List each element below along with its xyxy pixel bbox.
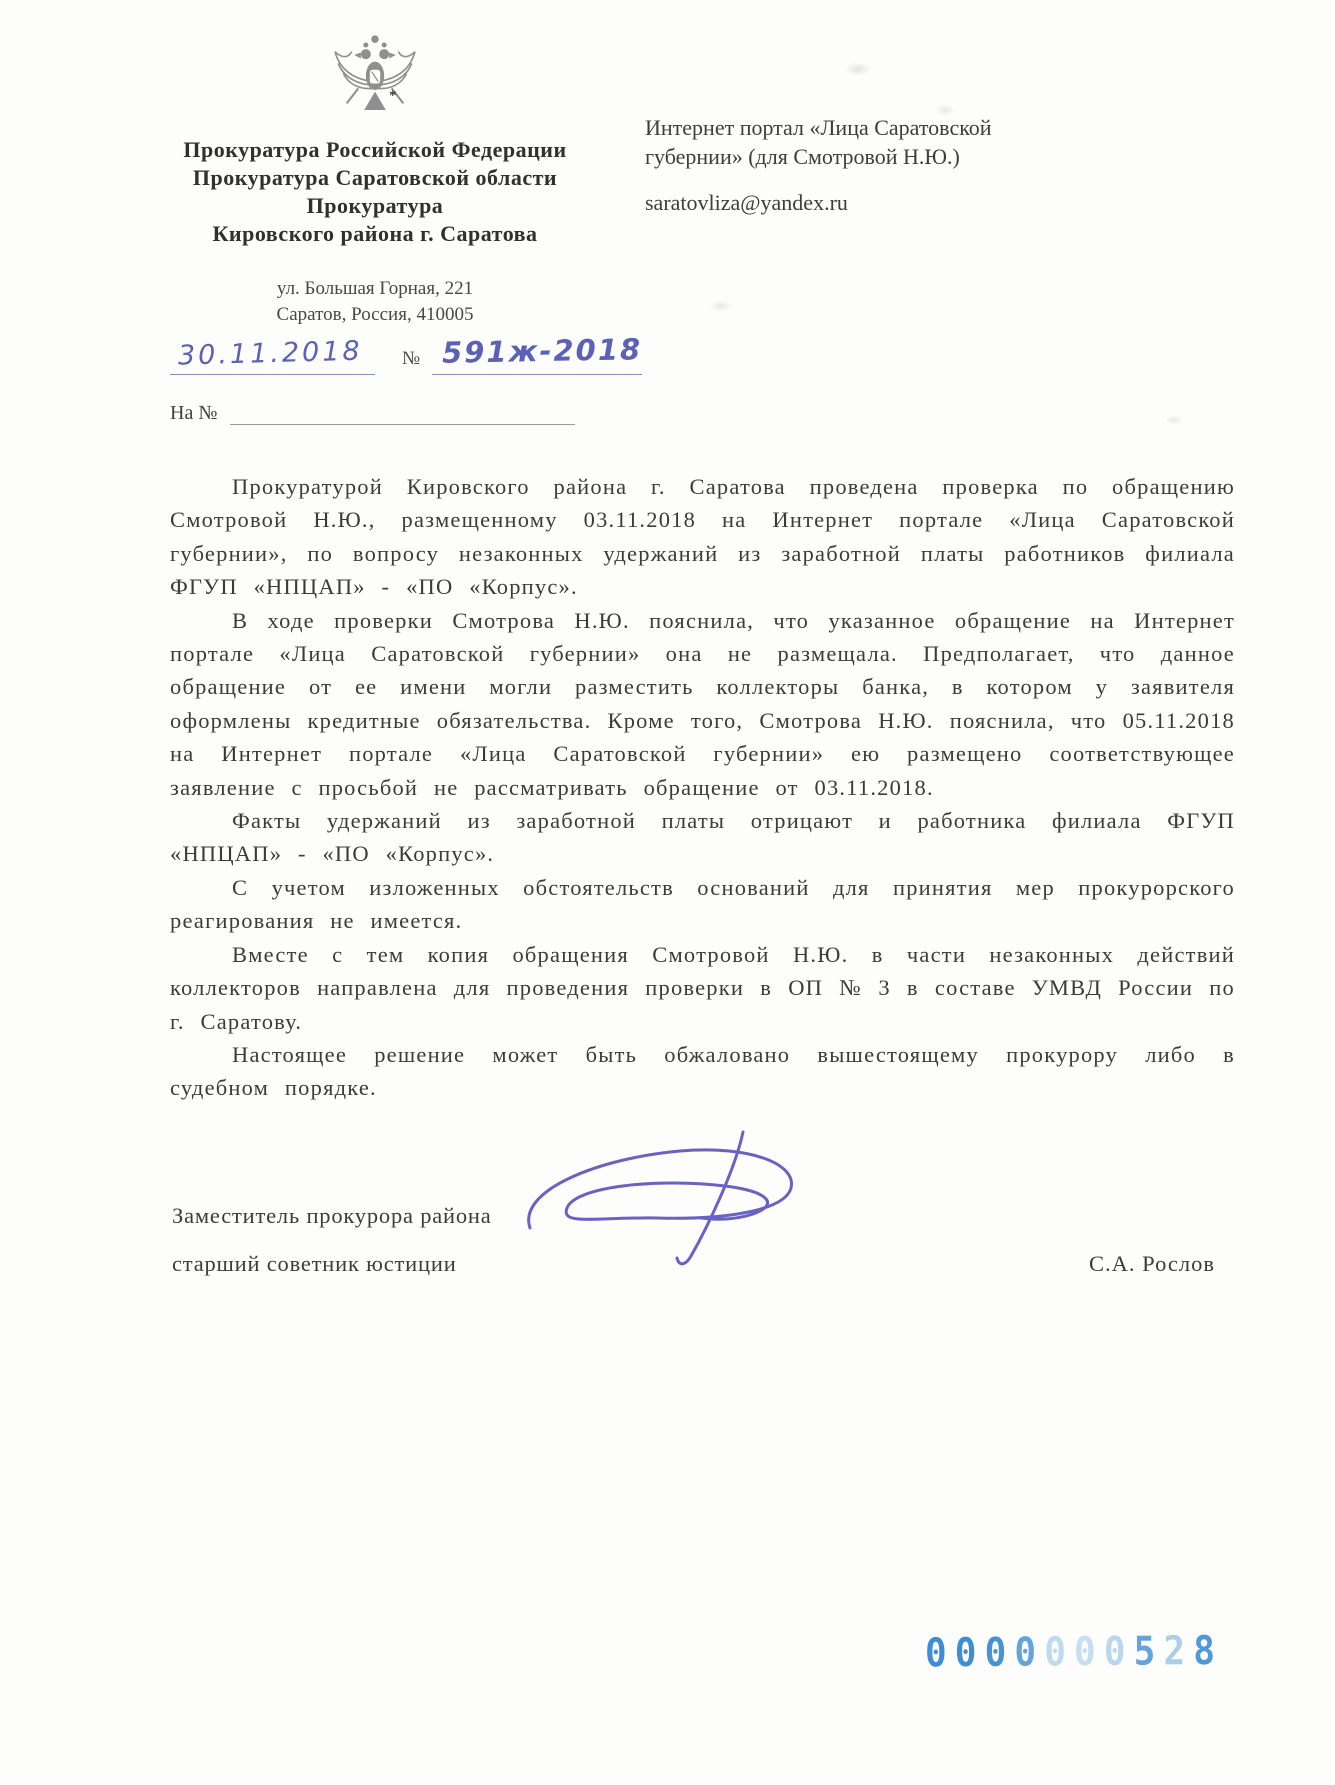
numerator-stamp [924,1628,1216,1677]
signer-position-line2: старший советник юстиции [172,1251,457,1276]
recipient-line: Интернет портал «Лица Саратовской [645,115,992,140]
stamp-digit: 0 [924,1631,947,1677]
stamp-digit: 0 [1073,1629,1096,1676]
recipient-line: губернии» (для Смотровой Н.Ю.) [645,144,960,169]
stamp-digit: 2 [1163,1628,1186,1675]
stamp-digit: 0 [954,1630,977,1677]
scan-artifact [710,300,732,312]
org-line: Прокуратура Саратовской области [192,165,558,190]
body-paragraph: Прокуратурой Кировского района г. Саратова проведена проверка по обращению Смотровой Н.Ю., размещенному 03.11.2018 на Интернет портале «Лица Саратовской губернии», по вопросу незаконных удержаний из заработной платы работников филиала ФГУП «НПЦАП» - «ПО «Корпус». [170,474,1235,600]
letterhead-org-block [120,136,630,248]
recipient-email: saratovliza@yandex.ru [645,190,848,215]
body-paragraph: Факты удержаний из заработной платы отрицают и работника филиала ФГУП «НПЦАП» - «ПО «Корпус». [170,808,1235,867]
handwritten-date: 30.11.2018 [177,335,363,372]
scan-artifact [1165,415,1183,425]
org-line: Прокуратура Российской Федерации [183,137,567,162]
number-underline [432,374,642,375]
incoming-number-row [170,402,650,432]
reference-row [170,332,650,380]
body-paragraph: Настоящее решение может быть обжаловано вышестоящему прокурору либо в судебном порядке. [170,1041,1235,1101]
body-paragraph: В ходе проверки Смотрова Н.Ю. пояснила, что указанное обращение на Интернет портале «Лица Саратовской губернии» она не размещала. Предполагает, что данное обращение от ее имени могли разместить коллекторы банка, в котором у заявителя оформлены кредитные обязательства. Кроме того, Смотрова Н.Ю. пояснила, что 05.11.2018 на Интернет портале «Лица Саратовской губернии» ею размещено соответствующее заявление с просьбой не рассматривать обращение от 03.11.2018. [170,607,1235,800]
scan-artifact [935,104,955,116]
handwritten-number: 591ж-2018 [441,332,643,370]
scan-artifact [845,62,871,76]
signature-ink-scribble [505,1128,815,1283]
incoming-number-label: На № [170,402,218,424]
address-line: Саратов, Россия, 410005 [276,304,474,325]
org-line: Прокуратура [306,193,444,218]
stamp-digit: 0 [1103,1629,1126,1675]
body-paragraph: Вместе с тем копия обращения Смотровой Н.Ю. в части незаконных действий коллекторов направлена для проведения проверки в ОП № 3 в составе УМВД России по г. Саратову. [170,941,1235,1034]
stamp-digit: 8 [1193,1628,1216,1674]
letter-body [170,470,1235,1105]
date-underline [170,374,375,375]
address-line: ул. Большая Горная, 221 [276,278,474,299]
number-sign: № [402,348,421,369]
recipient-block [645,113,1115,217]
signer-position-line1: Заместитель прокурора района [172,1203,492,1228]
letterhead-address-block [120,276,630,328]
stamp-digit: 5 [1133,1629,1156,1675]
stamp-digit: 0 [1014,1630,1037,1676]
org-line: Кировского района г. Саратова [212,221,538,246]
stamp-digit: 0 [1044,1629,1067,1676]
emblem-star-mark: * [389,88,397,104]
incoming-number-underline [230,424,575,425]
body-paragraph: С учетом изложенных обстоятельств оснований для принятия мер прокурорского реагирования не имеется. [170,874,1235,934]
coat-of-arms-icon [325,26,425,134]
stamp-digit: 0 [984,1630,1007,1676]
signer-name: С.А. Рослов [1089,1251,1215,1276]
